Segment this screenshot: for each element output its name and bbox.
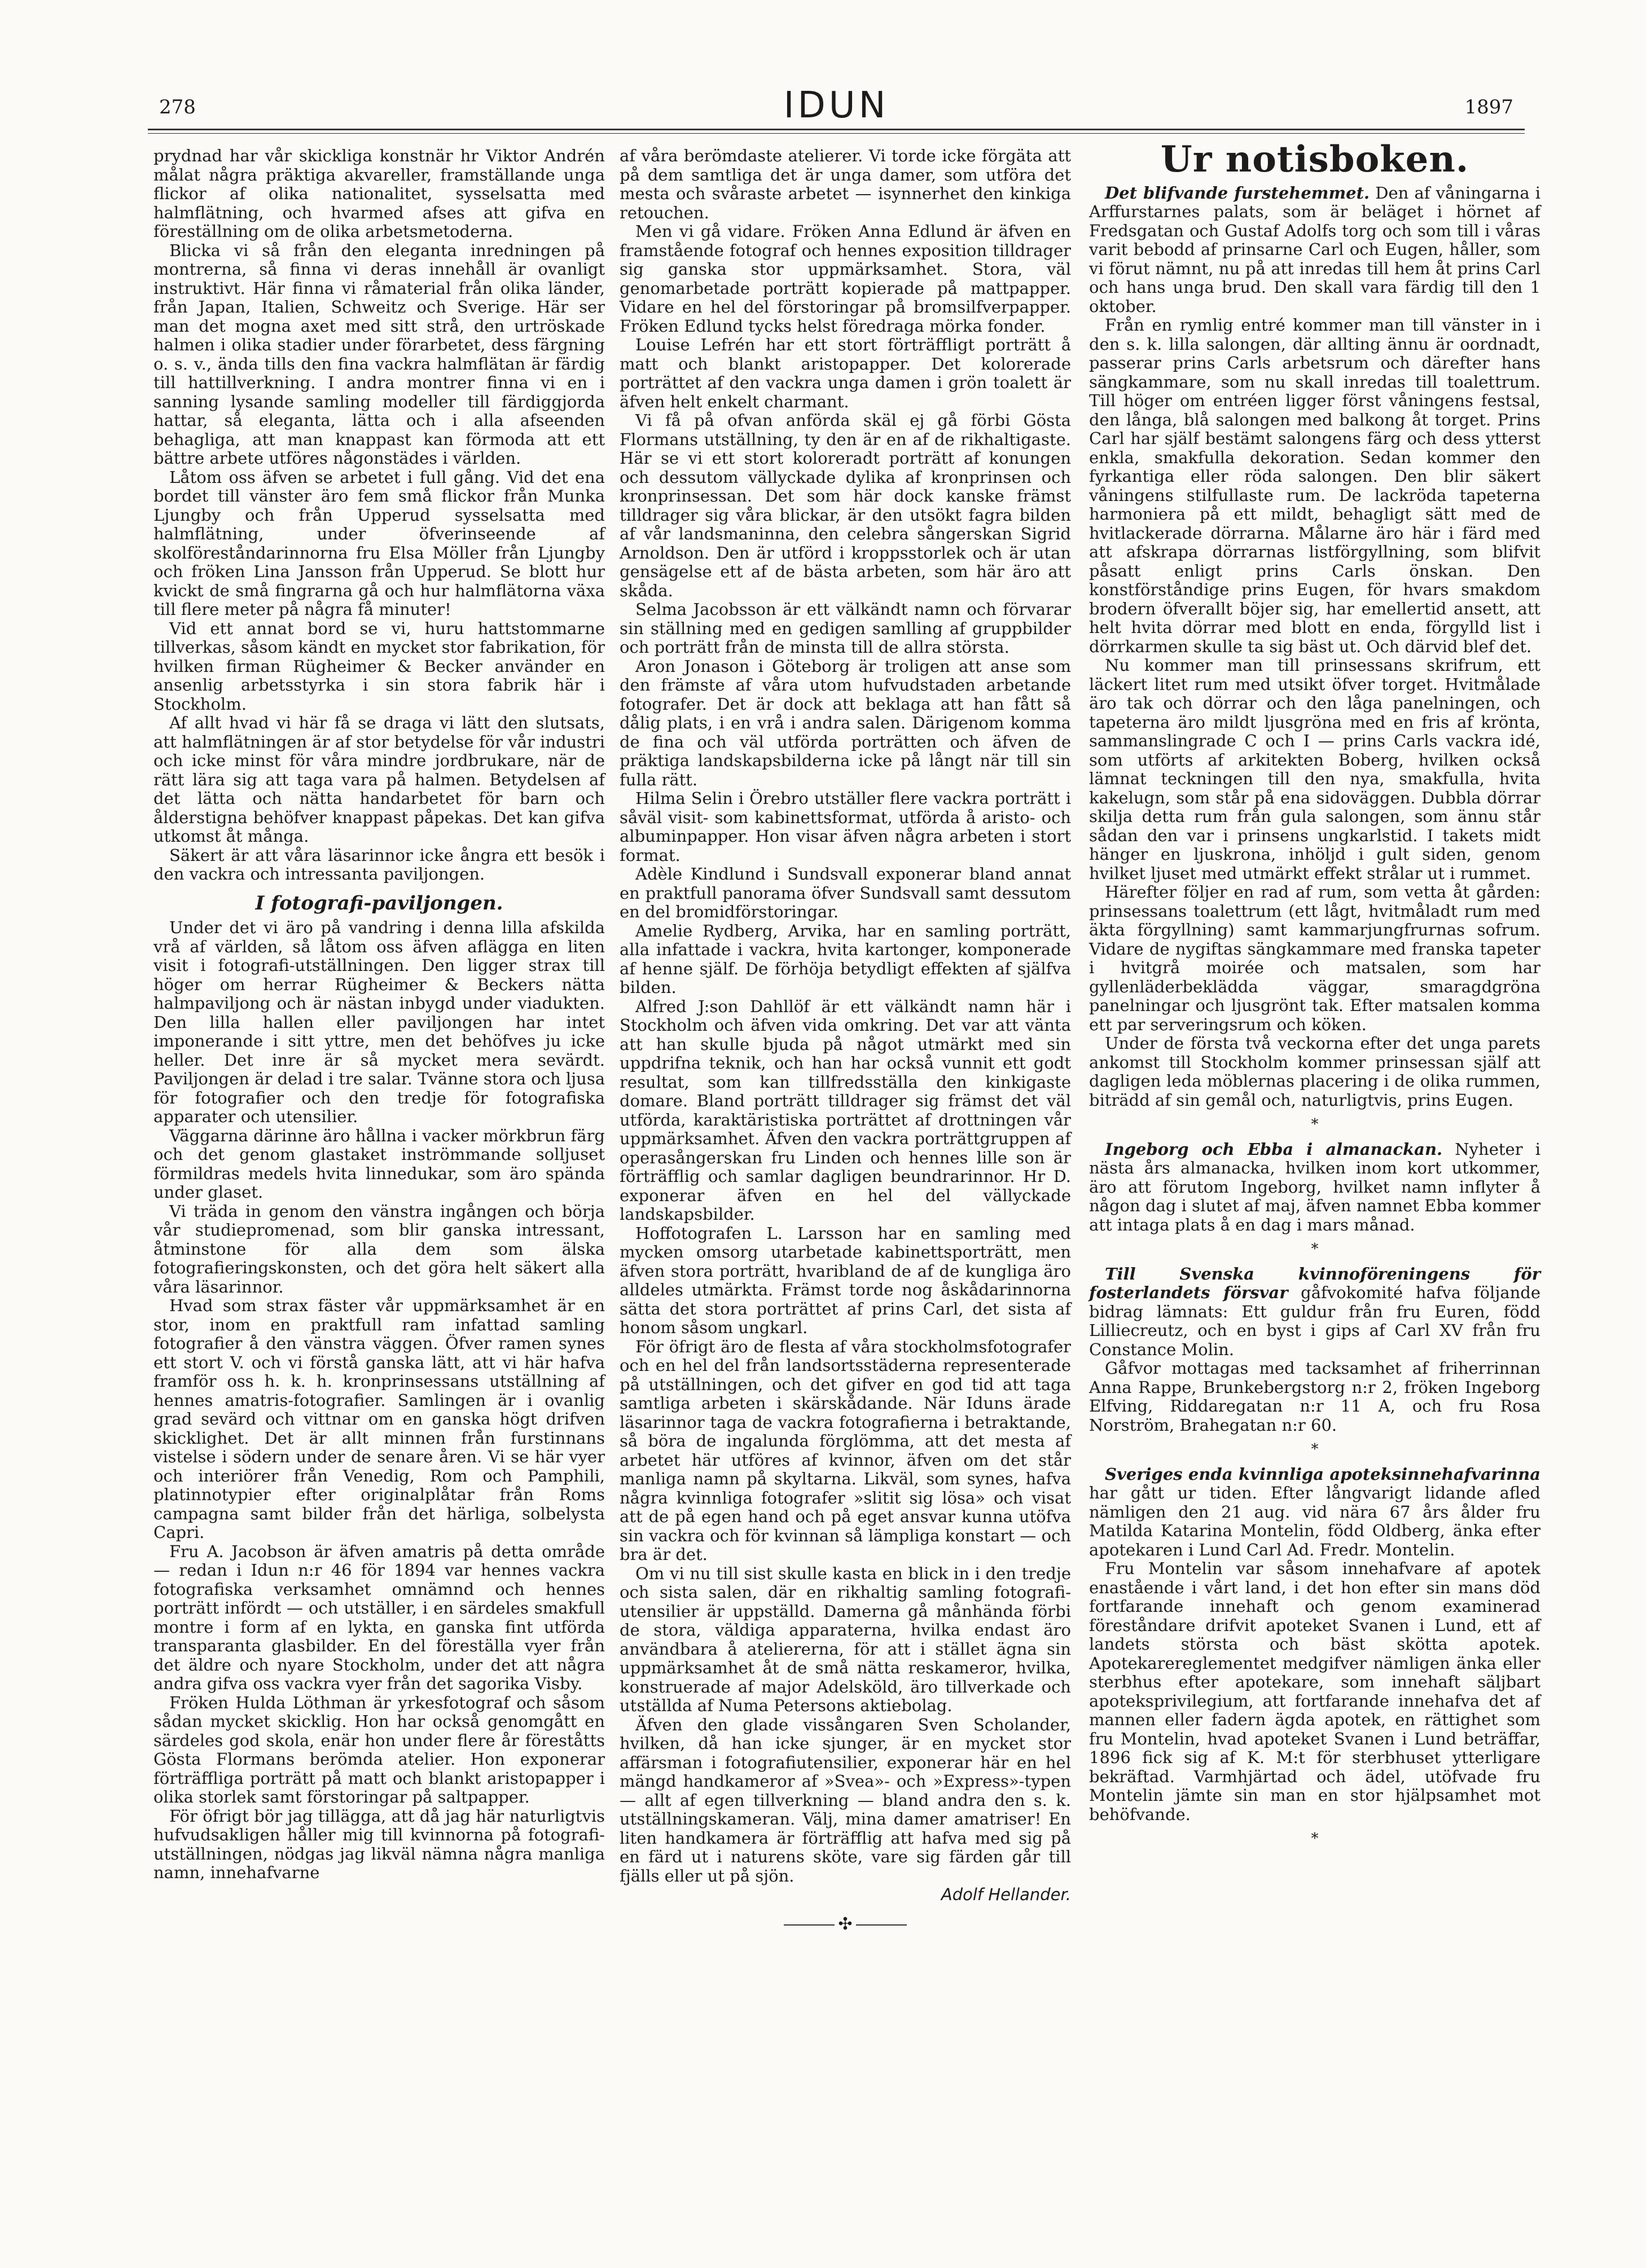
paragraph: Hvad som strax fäster vår uppmärksamhet är en stor, inom en praktfull ram infattad samling fotografier å den vänstra väggen. Öfver ramen synes ett stort V. och vi förstå ganska lätt, att vi här hafva framför oss h. k. h. kronprinsessans utställning af hennes amatris-fotografier. Samlingen är i ovanlig grad sevärd och vittnar om en ganska högt drifven skicklighet. Det är allt minnen från furstinnans vistelse i södern under de senare åren. Vi se här vyer och interiörer från Venedig, Rom och Pamphili, platinnotypier efter originalplåtar från Roms campagna samt bilder från det härliga, solbelysta Capri. (153, 1296, 605, 1542)
paragraph: Väggarna därinne äro hållna i vacker mörkbrun färg och det genom glastaket inströmmande solljuset förmildras medels hvita linnedukar, som äro spända under glaset. (153, 1126, 605, 1202)
paragraph: Fröken Hulda Löthman är yrkesfotograf och såsom sådan mycket skicklig. Hon har också genomgått en särdeles god skola, enär hon under flere år föreståtts Gösta Flormans berömda atelier. Hon exponerar förträffliga porträtt på matt och blankt aristopapper i olika storlek samt förstoringar på saltpapper. (153, 1693, 605, 1807)
paragraph: Låtom oss äfven se arbetet i full gång. Vid det ena bordet till vänster äro fem små flickor från Munka Ljungby och från Upperud sysselsatta med halmflätning, under öfverinseende af skolföreståndarinnorna fru Elsa Möller från Ljungby och fröken Lina Jansson från Upperud. Se blott hur kvickt de små fingrarna gå och hur halmflätorna växa till flere meter på några få minuter! (153, 467, 605, 619)
paragraph: Adèle Kindlund i Sundsvall exponerar bland annat en praktfull panorama öfver Sundsvall samt dessutom en del bromidförstoringar. (620, 864, 1071, 921)
separator-star: * (1311, 1441, 1319, 1458)
paragraph: Amelie Rydberg, Arvika, har en samling porträtt, alla infattade i vackra, hvita kartonger, komponerade af henne själf. De förhöja betydligt effekten af själfva bilden. (620, 921, 1071, 997)
paragraph: För öfrigt bör jag tillägga, att då jag här naturligtvis hufvudsakligen håller mig till kvinnorna på fotografi-utställningen, nödgas jag likväl nämna några manliga namn, innehafvarne (153, 1806, 605, 1882)
paragraph: Blicka vi så från den eleganta inredningen på montrerna, så finna vi deras innehåll är ovanligt instruktivt. Här finna vi råmaterial från olika länder, från Japan, Italien, Schweitz och Sverige. Här ser man det mogna axet med sitt strå, den urtröskade halmen i olika stadier under förarbetet, dess färgning o. s. v., ända tills den fina vackra halmflätan är färdig till hattillverkning. I andra montrer finna vi en i sanning lysande samling modeller till färdiggjorda hattar, så eleganta, lätta och i alla afseenden behagliga, att man knappast kan förmoda att ett bättre arbete utföres någonstädes i världen. (153, 240, 605, 468)
paragraph: prydnad har vår skickliga konstnär hr Viktor Andrén målat några präktiga akvareller, framställande unga flickor af olika nationalitet, sysselsatta med halmflätning, och hvarmed afses att gifva en föreställning om de olika arbetsmetoderna. (153, 146, 605, 241)
paragraph: Under det vi äro på vandring i denna lilla afskilda vrå af världen, så låtom oss äfven aflägga en liten visit i fotografi-utställningen. Den ligger strax till höger om herrar Rügheimer & Beckers nätta halmpaviljong och är nästan inbygd under viadukten. Den lilla hallen eller paviljongen har intet imponerande i sitt yttre, men det behöfves ju icke heller. Det inre är så mycket mera sevärdt. Paviljongen är delad i tre salar. Tvänne stora och ljusa för fotografier och den tredje för fotografiska apparater och utensilier. (153, 918, 605, 1126)
paragraph: Vi träda in genom den vänstra ingången och börja vår studiepromenad, som blir ganska intressant, åtminstone för alla dem som älska fotografieringskonsten, och det göra helt säkert alla våra läsarinnor. (153, 1201, 605, 1296)
paragraph: Om vi nu till sist skulle kasta en blick in i den tredje och sista salen, där en rikhaltig samling fotografi-utensilier är uppställd. Damerna gå månhända förbi de stora, väldiga apparaterna, hvilka endast äro användbara å ateliererna, för att i stället ägna sin uppmärksamhet åt de små nätta reskameror, hvilka, konstruerade af major Adelsköld, äro tillverkade och utställda af Numa Petersons aktiebolag. (620, 1563, 1071, 1715)
item-text: Den af våningarna i Arffurstarnes palats, som är beläget i hörnet af Fredsgatan och Gustaf Adolfs torg och som till i våras varit bebodd af prinsarne Carl och Eugen, håller, som vi förut nämnt, nu på att inredas till hem åt prins Carl och hans unga brud. Den skall vara färdig till den 1 oktober. (1089, 183, 1541, 316)
header-rule (148, 129, 1525, 130)
paragraph: Louise Lefrén har ett stort förträffligt porträtt å matt och blankt aristopapper. Det kolorerade porträttet af den vackra unga damen i grön toalett är äfven helt enkelt charmant. (620, 335, 1071, 411)
end-ornament: ✣ (620, 1915, 1071, 1934)
section-title: I fotografi-paviljongen. (255, 891, 503, 915)
paragraph: För öfrigt äro de flesta af våra stockholmsfotografer och en hel del från landsortsstäderna representerade på utställningen, och det gifver en god tid att taga samtliga arbeten i skärskådande. När Iduns ärade läsarinnor taga de vackra fotografierna i betraktande, så böra de ingalunda förglömma, att det mesta af arbetet här utföres af kvinnor, äfven om det står manliga namn på skyltarna. Likväl, som synes, hafva några kvinnliga fotografer »slitit sig lösa» och visat att de på egen hand och på eget ansvar kunna utöfva sin vackra och för kvinnan så lämpliga konstart — och bra är det. (620, 1337, 1071, 1564)
separator-star: * (1311, 1241, 1319, 1258)
paragraph: Under de första två veckorna efter det unga parets ankomst till Stockholm kommer prinsessan själf att dagligen leda möblernas placering i de olika rummen, biträdd af sin gemål och, naturligtvis, prins Eugen. (1089, 1034, 1540, 1110)
header-rule-thin (148, 133, 1525, 134)
paragraph: Från en rymlig entré kommer man till vänster in i den s. k. lilla salongen, där allting ännu är oordnadt, passerar prins Carls arbetsrum och därefter hans sängkammare, som nu skall inredas till toalettrum. Till höger om entréen ligger först våningens festsal, den långa, blå salongen med balkong åt torget. Prins Carl har själf bestämt salongens färg och dess ytterst enkla, smakfulla dekoration. Sedan kommer den fyrkantiga eller röda salongen. Den blir säkert våningens stilfullaste rum. De lackröda tapeterna harmoniera på ett mildt, behagligt sätt med de hvitlackerade dörrarna. Målarne äro här i färd med att afskrapa dörrarnas listförgyllning, som blifvit påsatt enligt prins Carls önskan. Den konstförståndige prins Eugen, för hvars smakdom brodern öfverallt böjer sig, har emellertid ansett, att helt hvita dörrar med blott en enda, förgylld list i dörrkarmen skulle ta sig bäst ut. Och därvid blef det. (1089, 315, 1540, 656)
item-heading: Det blifvande furstehemmet. (1105, 183, 1370, 203)
paragraph: Hilma Selin i Örebro utställer flere vackra porträtt i såväl visit- som kabinettsformat, utförda å aristo- och albuminpapper. Hon visar äfven några arbeten i stort format. (620, 789, 1071, 865)
issue-year: 1897 (1464, 96, 1513, 118)
item-text: Nyheter i nästa års almanacka, hvilken inom kort utkommer, äro att förutom Ingeborg, hvilket namn inflyter å någon dag i slutet af maj, äfven namnet Ebba kommer att intaga plats å en dag i mars månad. (1089, 1139, 1540, 1234)
paragraph: Alfred J:son Dahllöf är ett välkändt namn här i Stockholm och äfven vida omkring. Det var att vänta att han skulle bjuda på något utmärkt med sin uppdrifna teknik, och han har också vunnit ett godt resultat, som kan tillfredsställa den kinkigaste domare. Bland porträtt tilldrager sig främst det väl utförda, karaktäristiska porträttet af drottningen vår uppmärksamhet. Äfven den vackra porträttgruppen af operasångerskan fru Linden och hennes lille son är förträfflig och samlar dagligen beundrarinnor. Hr D. exponerar äfven en hel del vällyckade landskapsbilder. (620, 996, 1071, 1224)
paragraph: Vid ett annat bord se vi, huru hattstommarne tillverkas, såsom kändt en mycket stor fabrikation, för hvilken firman Rügheimer & Becker använder en ansenlig arbetsstyrka i sin stora fabrik här i Stockholm. (153, 618, 605, 714)
separator-star: * (1311, 1830, 1319, 1847)
item-heading: Ingeborg och Ebba i almanackan. (1105, 1139, 1443, 1159)
paragraph: Vi få på ofvan anförda skäl ej gå förbi Gösta Flormans utställning, ty den är en af de rikhaltigaste. Här se vi ett stort koloreradt porträtt af konungen och dessutom vällyckade dylika af kronprinsen och kronprinsessan. Det som här dock kanske främst tilldrager sig våra blickar, är den utsökt fagra bilden af vår landsmaninna, den celebra sångerskan Sigrid Arnoldson. Den är utförd i kroppsstorlek och är utan gensägelse ett af de bästa arbeten, som här äro att skåda. (620, 411, 1071, 600)
paragraph: Men vi gå vidare. Fröken Anna Edlund är äfven en framstående fotograf och hennes exposition tilldrager sig ganska stor uppmärksamhet. Stora, väl genomarbetade porträtt kopierade på mattpapper. Vidare en hel del förstoringar på bromsilfverpapper. Fröken Edlund tycks helst föredraga mörka fonder. (620, 222, 1071, 336)
page-number: 278 (159, 96, 196, 118)
paragraph: Selma Jacobsson är ett välkändt namn och förvarar sin ställning med en gedigen samlling af gruppbilder och porträtt från de minsta till de allra största. (620, 600, 1071, 657)
item-heading: Till Svenska kvinnoföreningens för fosterlandets försvar (1089, 1264, 1540, 1302)
paragraph: Af allt hvad vi här få se draga vi lätt den slutsats, att halmflätningen är af stor betydelse för vår industri och icke minst för våra mindre jordbrukare, när de rätt lära sig att taga vara på halmen. Betydelsen af det lätta och nätta handarbetet för barn och ålderstigna behöfver knappast påpekas. Det kan gifva utkomst åt många. (153, 713, 605, 846)
column-2 (620, 147, 1071, 1944)
paragraph: Fru A. Jacobson är äfven amatris på detta område — redan i Idun n:r 46 för 1894 var hennes vackra fotografiska verksamhet omnämnd och hennes porträtt infördt — och utställer, i en särdeles smakfull montre i form af en lykta, en ganska fint utförda transparanta glasbilder. En del föreställa vyer från det äldre och nyare Stockholm, under det att några andra gifva oss vackra vyer från det sagorika Visby. (153, 1541, 605, 1693)
paragraph: Säkert är att våra läsarinnor icke ångra ett besök i den vackra och intressanta paviljongen. (153, 845, 605, 884)
paragraph: Fru Montelin var såsom innehafvare af apotek enastående i vårt land, i det hon efter sin mans död fortfarande innehaft och genom examinerad föreståndare drifvit apoteket Svanen i Lund, ett af landets största och bäst skötta apotek. Apotekarereglementet medgifver nämligen änka eller sterbhus efter apotekare, som innehaft säljbart apoteksprivilegium, att fortfarande innehafva det af mannen eller fadern ägda apotek, en rättighet som fru Montelin, hvad apoteket Svanen i Lund beträffar, 1896 fick sig af K. M:t för sterbhuset ytterligare bekräftad. Varmhjärtad och ädel, utöfvade fru Montelin jämte sin man en stor hjälpsamhet mot behöfvande. (1089, 1559, 1540, 1824)
paragraph: Äfven den glade vissångaren Sven Scholander, hvilken, då han icke sjunger, är en mycket stor affärsman i fotografiutensilier, exponerar här en hel mängd handkameror af »Svea»- och »Express»-typen — allt af egen tillverkning — bland andra den s. k. utställningskameran. Välj, mina damer amatriser! En liten handkamera är förträfflig att hafva med sig på en färd ut i naturens sköte, vare sig färden går till fjälls eller ut på sjön. (620, 1715, 1071, 1885)
page-header (148, 85, 1525, 130)
paragraph: Gåfvor mottagas med tacksamhet af friherrinnan Anna Rappe, Brunkebergstorg n:r 2, fröken Ingeborg Elfving, Riddaregatan n:r 11 A, och fru Rosa Norström, Brahegatan n:r 60. (1089, 1359, 1540, 1435)
column-1 (153, 147, 605, 1883)
paragraph: Hoffotografen L. Larsson har en samling med mycken omsorg utarbetade kabinettsporträtt, men äfven stora porträtt, hvaribland de af de kungliga äro alldeles utmärkta. Främst torde nog åskådarinnorna sätta det stora porträttet af prins Carl, det sista af honom såsom ungkarl. (620, 1223, 1071, 1337)
item-text: gåfvokomité hafva följande bidrag lämnats: Ett guldur från fru Euren, född Lilliecreutz, och en byst i gips af Carl XV från fru Constance Molin. (1089, 1283, 1541, 1359)
author-signature: Adolf Hellander. (941, 1885, 1071, 1904)
paragraph: Härefter följer en rad af rum, som vetta åt gården: prinsessans toalettrum (ett lågt, hvitmåladt rum med äkta förgyllning) samt kammarjungfrurnas sofrum. Vidare de nygiftas sängkammare med franska tapeter i hvitgrå moirée och matsalen, som har gyllenläderbeklädda väggar, smaragdgröna panelningar och ljusgrönt tak. Efter matsalen komma ett par serveringsrum och köken. (1089, 882, 1540, 1034)
separator-star: * (1311, 1116, 1319, 1133)
notes-section-title: Ur notisboken. (1160, 138, 1469, 181)
magazine-title: IDUN (783, 85, 889, 126)
paragraph: af våra berömdaste atelierer. Vi torde icke förgäta att på dem samtliga det är unga damer, som utföra det mesta och svåraste arbetet — isynnerhet den kinkiga retouchen. (620, 146, 1071, 222)
paragraph: Nu kommer man till prinsessans skrifrum, ett läckert litet rum med utsikt öfver torget. Hvitmålade äro tak och dörrar och den låga panelningen, och tapeterna äro mildt ljusgröna med en fris af krönta, sammanslingrade C och I — prins Carls vackra idé, som utförts af arkitekten Boberg, hvilken också lämnat teckningen till den nya, smakfulla, hvita kakelugn, som står på ena sidoväggen. Dubbla dörrar skilja detta rum från gula salongen, som ännu står sådan den var i prinsens ungkarlstid. I takets midt hänger en ljuskrona, inhöljd i gult siden, genom hvilket ljuset med utmärkt effekt strålar ut i rummet. (1089, 656, 1540, 883)
column-3 (1089, 138, 1541, 1854)
item-text: har gått ur tiden. Efter långvarigt lidande afled nämligen den 21 aug. vid nära 67 års ålder fru Matilda Katarina Montelin, född Oldberg, änka efter apotekaren i Lund Carl Ad. Fredr. Montelin. (1089, 1483, 1540, 1559)
item-heading: Sveriges enda kvinnliga apoteksinnehafvarinna (1105, 1464, 1540, 1484)
paragraph: Aron Jonason i Göteborg är troligen att anse som den främste af våra utom hufvudstaden arbetande fotografer. Det är dock att beklaga att han fått så dålig plats, i en vrå i andra salen. Därigenom komma de fina och väl utförda porträtten och äfven de präktiga landskapsbilderna icke på långt när till sin fulla rätt. (620, 656, 1071, 789)
